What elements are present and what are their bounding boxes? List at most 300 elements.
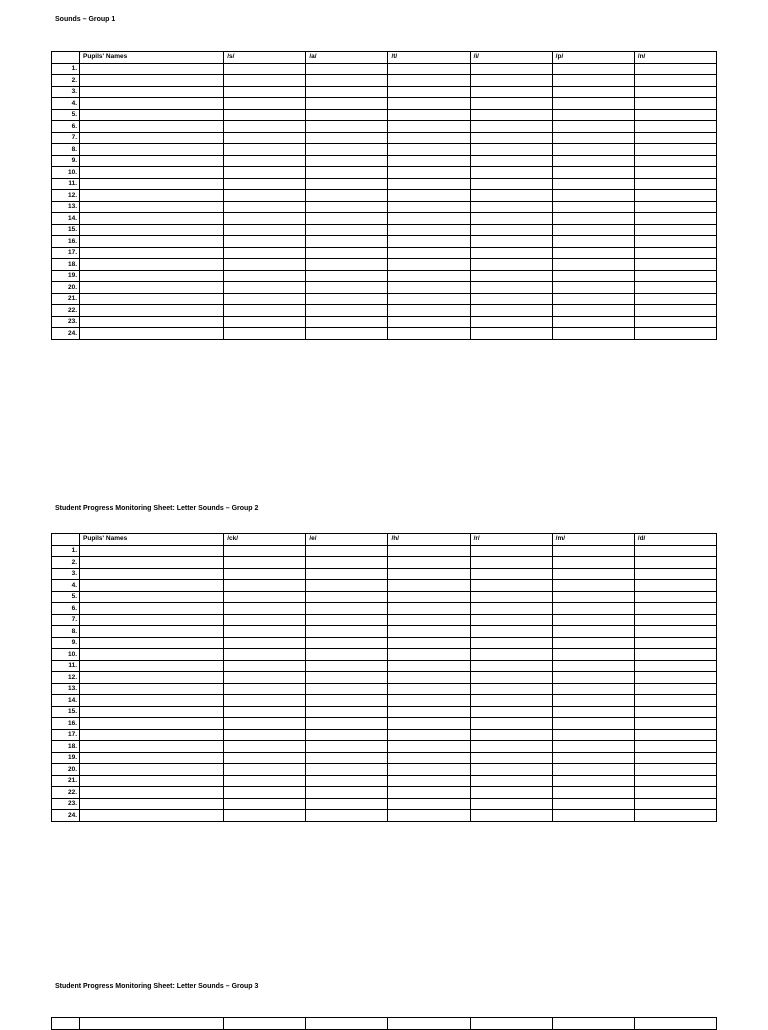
pupil-name-cell[interactable] [80,729,224,741]
sound-score-cell[interactable] [470,167,552,179]
sound-score-cell[interactable] [552,86,634,98]
sound-score-cell[interactable] [634,764,716,776]
pupil-name-cell[interactable] [80,167,224,179]
sound-score-cell[interactable] [634,591,716,603]
sound-score-cell[interactable] [306,282,388,294]
sound-score-cell[interactable] [552,270,634,282]
sound-score-cell[interactable] [470,649,552,661]
sound-score-cell[interactable] [552,798,634,810]
sound-score-cell[interactable] [306,580,388,592]
sound-score-cell[interactable] [470,683,552,695]
sound-score-cell[interactable] [470,63,552,75]
sound-score-cell[interactable] [470,144,552,156]
sound-score-cell[interactable] [552,695,634,707]
pupil-name-cell[interactable] [80,741,224,753]
sound-score-cell[interactable] [470,787,552,799]
sound-score-cell[interactable] [306,155,388,167]
sound-score-cell[interactable] [634,660,716,672]
sound-score-cell[interactable] [634,293,716,305]
sound-score-cell[interactable] [634,109,716,121]
sound-score-cell[interactable] [388,752,470,764]
sound-score-cell[interactable] [470,706,552,718]
pupil-name-cell[interactable] [80,259,224,271]
sound-score-cell[interactable] [224,121,306,133]
sound-score-cell[interactable] [634,545,716,557]
pupil-name-cell[interactable] [80,798,224,810]
sound-score-cell[interactable] [388,270,470,282]
pupil-name-cell[interactable] [80,787,224,799]
sound-score-cell[interactable] [552,603,634,615]
sound-score-cell[interactable] [224,718,306,730]
sound-score-cell[interactable] [306,718,388,730]
sound-score-cell[interactable] [388,190,470,202]
sound-score-cell[interactable] [388,798,470,810]
sound-score-cell[interactable] [634,718,716,730]
sound-score-cell[interactable] [470,293,552,305]
sound-score-cell[interactable] [634,787,716,799]
sound-score-cell[interactable] [470,695,552,707]
sound-score-cell[interactable] [224,729,306,741]
sound-score-cell[interactable] [470,580,552,592]
sound-score-cell[interactable] [634,270,716,282]
sound-score-cell[interactable] [306,787,388,799]
sound-score-cell[interactable] [388,545,470,557]
sound-score-cell[interactable] [388,718,470,730]
sound-score-cell[interactable] [388,236,470,248]
sound-score-cell[interactable] [224,190,306,202]
sound-score-cell[interactable] [470,155,552,167]
sound-score-cell[interactable] [470,729,552,741]
sound-score-cell[interactable] [552,752,634,764]
sound-score-cell[interactable] [470,259,552,271]
sound-score-cell[interactable] [224,787,306,799]
sound-score-cell[interactable] [306,741,388,753]
sound-score-cell[interactable] [634,752,716,764]
sound-score-cell[interactable] [388,121,470,133]
sound-score-cell[interactable] [224,132,306,144]
pupil-name-cell[interactable] [80,270,224,282]
sound-score-cell[interactable] [470,764,552,776]
sound-score-cell[interactable] [552,718,634,730]
sound-score-cell[interactable] [306,63,388,75]
sound-score-cell[interactable] [552,190,634,202]
sound-score-cell[interactable] [388,614,470,626]
sound-score-cell[interactable] [470,752,552,764]
sound-score-cell[interactable] [224,155,306,167]
sound-score-cell[interactable] [224,568,306,580]
sound-score-cell[interactable] [634,190,716,202]
pupil-name-cell[interactable] [80,775,224,787]
sound-score-cell[interactable] [388,580,470,592]
sound-score-cell[interactable] [388,741,470,753]
sound-score-cell[interactable] [552,132,634,144]
sound-score-cell[interactable] [306,224,388,236]
sound-score-cell[interactable] [224,167,306,179]
pupil-name-cell[interactable] [80,752,224,764]
pupil-name-cell[interactable] [80,626,224,638]
sound-score-cell[interactable] [634,683,716,695]
sound-score-cell[interactable] [306,706,388,718]
sound-score-cell[interactable] [552,63,634,75]
sound-score-cell[interactable] [388,683,470,695]
sound-score-cell[interactable] [634,259,716,271]
sound-score-cell[interactable] [552,144,634,156]
sound-score-cell[interactable] [634,316,716,328]
sound-score-cell[interactable] [306,729,388,741]
pupil-name-cell[interactable] [80,201,224,213]
sound-score-cell[interactable] [470,718,552,730]
pupil-name-cell[interactable] [80,121,224,133]
pupil-name-cell[interactable] [80,660,224,672]
sound-score-cell[interactable] [388,144,470,156]
pupil-name-cell[interactable] [80,706,224,718]
sound-score-cell[interactable] [470,775,552,787]
sound-score-cell[interactable] [634,775,716,787]
sound-score-cell[interactable] [552,259,634,271]
sound-score-cell[interactable] [388,706,470,718]
sound-score-cell[interactable] [306,328,388,340]
sound-score-cell[interactable] [552,224,634,236]
sound-score-cell[interactable] [552,155,634,167]
sound-score-cell[interactable] [552,213,634,225]
sound-score-cell[interactable] [388,293,470,305]
sound-score-cell[interactable] [306,545,388,557]
sound-score-cell[interactable] [306,810,388,822]
sound-score-cell[interactable] [306,213,388,225]
sound-score-cell[interactable] [634,706,716,718]
sound-score-cell[interactable] [634,672,716,684]
sound-score-cell[interactable] [224,798,306,810]
pupil-name-cell[interactable] [80,316,224,328]
sound-score-cell[interactable] [224,695,306,707]
sound-score-cell[interactable] [224,810,306,822]
sound-score-cell[interactable] [224,603,306,615]
sound-score-cell[interactable] [306,591,388,603]
sound-score-cell[interactable] [634,201,716,213]
sound-score-cell[interactable] [388,98,470,110]
sound-score-cell[interactable] [470,86,552,98]
sound-score-cell[interactable] [306,201,388,213]
sound-score-cell[interactable] [470,810,552,822]
sound-score-cell[interactable] [388,557,470,569]
sound-score-cell[interactable] [224,328,306,340]
sound-score-cell[interactable] [224,213,306,225]
sound-score-cell[interactable] [306,603,388,615]
sound-score-cell[interactable] [470,603,552,615]
pupil-name-cell[interactable] [80,282,224,294]
sound-score-cell[interactable] [470,132,552,144]
sound-score-cell[interactable] [388,316,470,328]
sound-score-cell[interactable] [470,545,552,557]
sound-score-cell[interactable] [388,282,470,294]
sound-score-cell[interactable] [224,247,306,259]
sound-score-cell[interactable] [306,144,388,156]
pupil-name-cell[interactable] [80,155,224,167]
sound-score-cell[interactable] [388,764,470,776]
pupil-name-cell[interactable] [80,86,224,98]
sound-score-cell[interactable] [634,224,716,236]
sound-score-cell[interactable] [306,121,388,133]
sound-score-cell[interactable] [552,741,634,753]
pupil-name-cell[interactable] [80,178,224,190]
pupil-name-cell[interactable] [80,328,224,340]
sound-score-cell[interactable] [634,63,716,75]
pupil-name-cell[interactable] [80,568,224,580]
sound-score-cell[interactable] [634,810,716,822]
sound-score-cell[interactable] [552,568,634,580]
sound-score-cell[interactable] [388,167,470,179]
sound-score-cell[interactable] [634,741,716,753]
pupil-name-cell[interactable] [80,305,224,317]
sound-score-cell[interactable] [224,706,306,718]
sound-score-cell[interactable] [224,660,306,672]
sound-score-cell[interactable] [470,637,552,649]
sound-score-cell[interactable] [470,224,552,236]
pupil-name-cell[interactable] [80,637,224,649]
sound-score-cell[interactable] [306,637,388,649]
sound-score-cell[interactable] [470,201,552,213]
pupil-name-cell[interactable] [80,109,224,121]
sound-score-cell[interactable] [388,729,470,741]
sound-score-cell[interactable] [634,637,716,649]
sound-score-cell[interactable] [634,305,716,317]
sound-score-cell[interactable] [306,316,388,328]
sound-score-cell[interactable] [552,672,634,684]
sound-score-cell[interactable] [470,305,552,317]
sound-score-cell[interactable] [634,121,716,133]
sound-score-cell[interactable] [470,328,552,340]
sound-score-cell[interactable] [470,213,552,225]
sound-score-cell[interactable] [306,259,388,271]
sound-score-cell[interactable] [388,695,470,707]
sound-score-cell[interactable] [552,591,634,603]
sound-score-cell[interactable] [634,155,716,167]
sound-score-cell[interactable] [306,178,388,190]
pupil-name-cell[interactable] [80,591,224,603]
sound-score-cell[interactable] [470,282,552,294]
sound-score-cell[interactable] [634,98,716,110]
sound-score-cell[interactable] [224,63,306,75]
sound-score-cell[interactable] [224,75,306,87]
sound-score-cell[interactable] [552,706,634,718]
sound-score-cell[interactable] [306,75,388,87]
pupil-name-cell[interactable] [80,695,224,707]
sound-score-cell[interactable] [306,660,388,672]
pupil-name-cell[interactable] [80,224,224,236]
sound-score-cell[interactable] [306,568,388,580]
sound-score-cell[interactable] [470,178,552,190]
sound-score-cell[interactable] [306,752,388,764]
sound-score-cell[interactable] [470,798,552,810]
sound-score-cell[interactable] [224,683,306,695]
sound-score-cell[interactable] [470,247,552,259]
sound-score-cell[interactable] [634,568,716,580]
sound-score-cell[interactable] [388,213,470,225]
sound-score-cell[interactable] [470,190,552,202]
sound-score-cell[interactable] [552,121,634,133]
sound-score-cell[interactable] [552,775,634,787]
sound-score-cell[interactable] [552,201,634,213]
sound-score-cell[interactable] [470,672,552,684]
sound-score-cell[interactable] [552,557,634,569]
sound-score-cell[interactable] [306,236,388,248]
sound-score-cell[interactable] [552,545,634,557]
sound-score-cell[interactable] [224,201,306,213]
sound-score-cell[interactable] [224,626,306,638]
sound-score-cell[interactable] [552,167,634,179]
sound-score-cell[interactable] [552,810,634,822]
sound-score-cell[interactable] [470,270,552,282]
sound-score-cell[interactable] [388,672,470,684]
sound-score-cell[interactable] [470,626,552,638]
sound-score-cell[interactable] [552,247,634,259]
sound-score-cell[interactable] [306,614,388,626]
sound-score-cell[interactable] [470,236,552,248]
sound-score-cell[interactable] [306,557,388,569]
sound-score-cell[interactable] [224,545,306,557]
sound-score-cell[interactable] [470,316,552,328]
sound-score-cell[interactable] [306,649,388,661]
sound-score-cell[interactable] [306,798,388,810]
sound-score-cell[interactable] [552,614,634,626]
sound-score-cell[interactable] [552,683,634,695]
pupil-name-cell[interactable] [80,683,224,695]
sound-score-cell[interactable] [634,236,716,248]
sound-score-cell[interactable] [388,75,470,87]
sound-score-cell[interactable] [224,741,306,753]
pupil-name-cell[interactable] [80,603,224,615]
sound-score-cell[interactable] [306,86,388,98]
pupil-name-cell[interactable] [80,293,224,305]
sound-score-cell[interactable] [224,282,306,294]
sound-score-cell[interactable] [470,109,552,121]
sound-score-cell[interactable] [224,752,306,764]
sound-score-cell[interactable] [470,75,552,87]
sound-score-cell[interactable] [552,764,634,776]
sound-score-cell[interactable] [388,259,470,271]
sound-score-cell[interactable] [388,63,470,75]
sound-score-cell[interactable] [470,741,552,753]
pupil-name-cell[interactable] [80,718,224,730]
sound-score-cell[interactable] [470,98,552,110]
sound-score-cell[interactable] [224,305,306,317]
sound-score-cell[interactable] [224,764,306,776]
sound-score-cell[interactable] [634,729,716,741]
sound-score-cell[interactable] [306,764,388,776]
sound-score-cell[interactable] [388,810,470,822]
pupil-name-cell[interactable] [80,213,224,225]
sound-score-cell[interactable] [388,787,470,799]
sound-score-cell[interactable] [552,98,634,110]
sound-score-cell[interactable] [388,201,470,213]
pupil-name-cell[interactable] [80,580,224,592]
sound-score-cell[interactable] [388,109,470,121]
sound-score-cell[interactable] [634,798,716,810]
sound-score-cell[interactable] [552,626,634,638]
pupil-name-cell[interactable] [80,236,224,248]
sound-score-cell[interactable] [224,98,306,110]
sound-score-cell[interactable] [224,236,306,248]
sound-score-cell[interactable] [552,75,634,87]
pupil-name-cell[interactable] [80,649,224,661]
sound-score-cell[interactable] [388,591,470,603]
sound-score-cell[interactable] [552,282,634,294]
pupil-name-cell[interactable] [80,557,224,569]
sound-score-cell[interactable] [552,637,634,649]
sound-score-cell[interactable] [634,167,716,179]
sound-score-cell[interactable] [224,178,306,190]
sound-score-cell[interactable] [552,649,634,661]
sound-score-cell[interactable] [388,224,470,236]
sound-score-cell[interactable] [552,178,634,190]
pupil-name-cell[interactable] [80,247,224,259]
sound-score-cell[interactable] [224,591,306,603]
sound-score-cell[interactable] [470,591,552,603]
sound-score-cell[interactable] [224,86,306,98]
sound-score-cell[interactable] [388,626,470,638]
sound-score-cell[interactable] [224,614,306,626]
pupil-name-cell[interactable] [80,132,224,144]
sound-score-cell[interactable] [306,293,388,305]
sound-score-cell[interactable] [634,649,716,661]
sound-score-cell[interactable] [306,190,388,202]
sound-score-cell[interactable] [634,86,716,98]
sound-score-cell[interactable] [388,568,470,580]
sound-score-cell[interactable] [306,305,388,317]
sound-score-cell[interactable] [470,121,552,133]
sound-score-cell[interactable] [634,282,716,294]
sound-score-cell[interactable] [224,672,306,684]
sound-score-cell[interactable] [224,637,306,649]
sound-score-cell[interactable] [470,614,552,626]
sound-score-cell[interactable] [634,614,716,626]
pupil-name-cell[interactable] [80,545,224,557]
sound-score-cell[interactable] [470,568,552,580]
sound-score-cell[interactable] [224,109,306,121]
sound-score-cell[interactable] [634,695,716,707]
sound-score-cell[interactable] [634,132,716,144]
sound-score-cell[interactable] [306,695,388,707]
sound-score-cell[interactable] [388,247,470,259]
sound-score-cell[interactable] [634,626,716,638]
sound-score-cell[interactable] [388,132,470,144]
sound-score-cell[interactable] [552,660,634,672]
sound-score-cell[interactable] [634,328,716,340]
pupil-name-cell[interactable] [80,98,224,110]
sound-score-cell[interactable] [634,213,716,225]
sound-score-cell[interactable] [552,293,634,305]
sound-score-cell[interactable] [388,649,470,661]
sound-score-cell[interactable] [634,580,716,592]
sound-score-cell[interactable] [552,109,634,121]
sound-score-cell[interactable] [224,580,306,592]
pupil-name-cell[interactable] [80,63,224,75]
sound-score-cell[interactable] [224,224,306,236]
sound-score-cell[interactable] [388,637,470,649]
sound-score-cell[interactable] [306,626,388,638]
sound-score-cell[interactable] [306,132,388,144]
pupil-name-cell[interactable] [80,190,224,202]
sound-score-cell[interactable] [552,316,634,328]
sound-score-cell[interactable] [470,660,552,672]
sound-score-cell[interactable] [388,603,470,615]
sound-score-cell[interactable] [224,270,306,282]
sound-score-cell[interactable] [552,236,634,248]
sound-score-cell[interactable] [552,787,634,799]
sound-score-cell[interactable] [224,557,306,569]
sound-score-cell[interactable] [634,603,716,615]
sound-score-cell[interactable] [306,98,388,110]
